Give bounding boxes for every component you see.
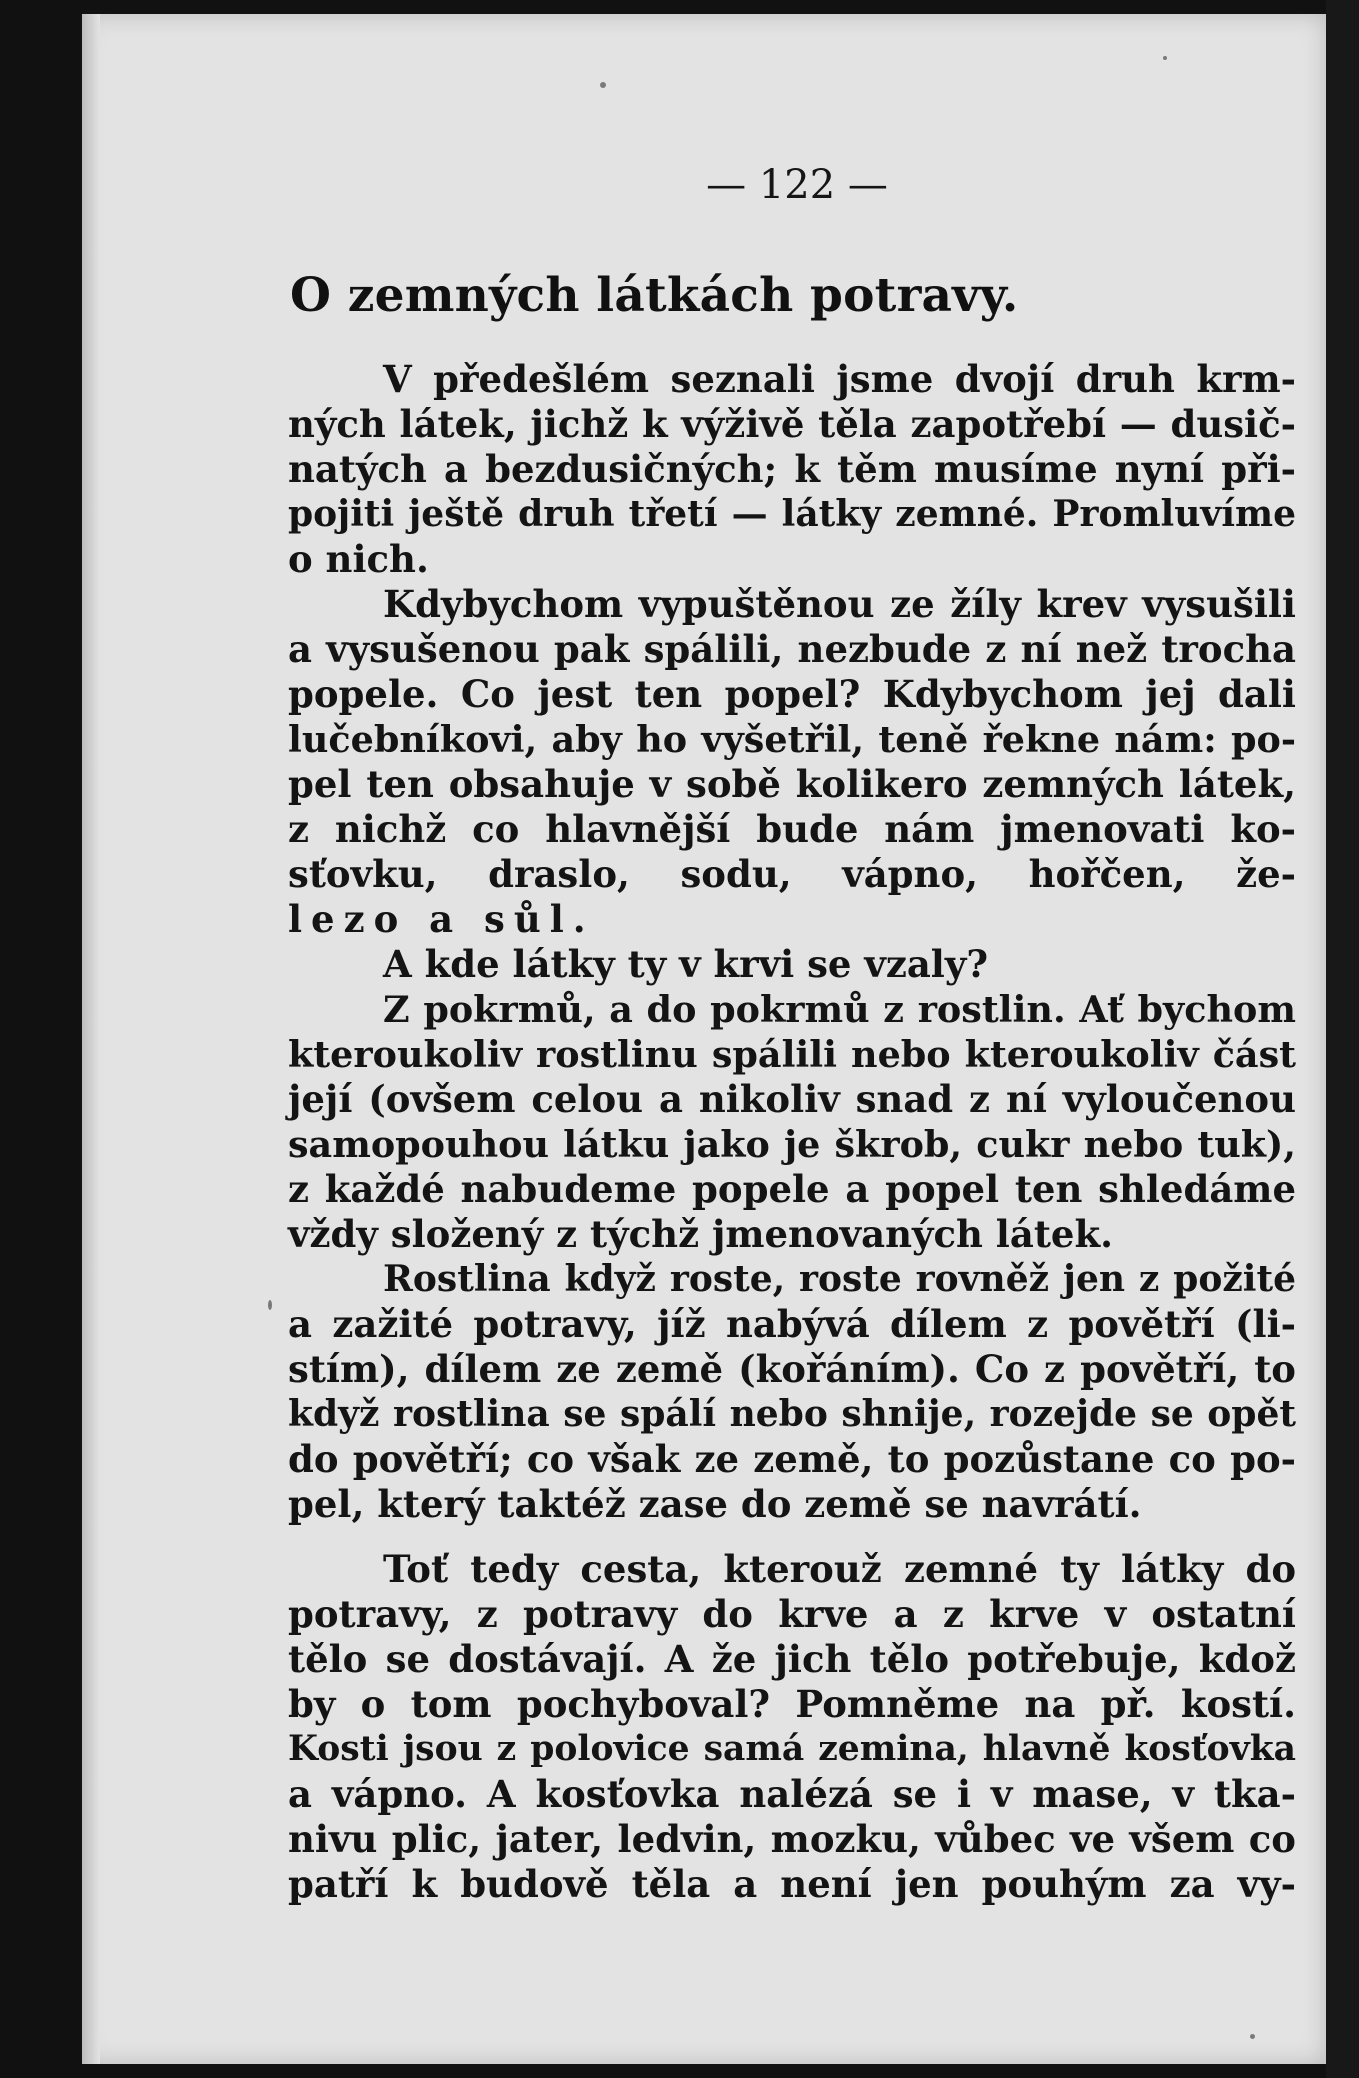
page-edge-shadow xyxy=(82,14,100,2064)
text-line: když rostlina se spálí nebo shnije, rozejde se opět xyxy=(288,1393,1296,1435)
text-line: popele. Co jest ten popel? Kdybychom jej dali xyxy=(288,672,1296,716)
page-number: — 122 — xyxy=(706,162,888,208)
text-line: pel ten obsahuje v sobě kolikero zemných látek, xyxy=(288,762,1296,806)
text-line: a vápno. A kosťovka nalézá se i v mase, v tka- xyxy=(288,1772,1296,1816)
text-line: pojiti ještě druh třetí — látky zemné. Promluvíme xyxy=(288,493,1296,535)
text-line: A kde látky ty v krvi se vzaly? xyxy=(383,942,989,986)
text-line: tělo se dostávají. A že jich tělo potřebuje, kdož xyxy=(288,1637,1296,1681)
text-line: do povětří; co však ze země, to pozůstane co po- xyxy=(288,1437,1296,1481)
paper-speck xyxy=(600,82,606,88)
text-line: patří k budově těla a není jen pouhým za vy- xyxy=(288,1862,1296,1906)
text-line: vždy složený z týchž jmenovaných látek. xyxy=(288,1212,1113,1256)
text-line: natých a bezdusičných; k těm musíme nyní při- xyxy=(288,447,1296,491)
text-line: by o tom pochyboval? Pomněme na př. kostí. xyxy=(288,1682,1296,1726)
body-text xyxy=(288,357,1296,1907)
text-line: ných látek, jichž k výživě těla zapotřebí — dusič- xyxy=(288,402,1296,446)
text-line: kteroukoliv rostlinu spálili nebo kteroukoliv část xyxy=(288,1033,1296,1076)
text-line: lezo a sůl. xyxy=(288,897,595,941)
text-line: Kdybychom vypuštěnou ze žíly krev vysušili xyxy=(383,582,1296,626)
text-line: samopouhou látku jako je škrob, cukr nebo tuk), xyxy=(288,1123,1296,1166)
text-line: a vysušenou pak spálili, nezbude z ní než trocha xyxy=(288,627,1296,671)
text-line: lučebníkovi, aby ho vyšetřil, teně řekne nám: po- xyxy=(288,718,1296,761)
text-line: její (ovšem celou a nikoliv snad z ní vyloučenou xyxy=(288,1077,1296,1121)
paper-speck xyxy=(1163,56,1167,60)
text-line: sťovku, draslo, sodu, vápno, hořčen, že- xyxy=(288,852,1296,896)
text-line: z nichž co hlavnější bude nám jmenovati ko- xyxy=(288,807,1296,851)
text-line: V předešlém seznali jsme dvojí druh krm- xyxy=(383,357,1296,401)
paper-speck xyxy=(1250,2034,1255,2039)
text-line: Toť tedy cesta, kterouž zemné ty látky do xyxy=(383,1547,1296,1591)
text-line: Rostlina když roste, roste rovněž jen z požité xyxy=(383,1258,1296,1300)
text-line: stím), dílem ze země (kořáním). Co z povětří, to xyxy=(288,1347,1296,1391)
text-line: Kosti jsou z polovice samá zemina, hlavně kosťovka xyxy=(288,1729,1296,1769)
text-line: Z pokrmů, a do pokrmů z rostlin. Ať bychom xyxy=(383,988,1296,1031)
chapter-title: O zemných látkách potravy. xyxy=(290,268,1019,323)
text-line: potravy, z potravy do krve a z krve v ostatní xyxy=(288,1592,1296,1636)
paper-speck xyxy=(268,1300,272,1310)
text-line: nivu plic, jater, ledvin, mozku, vůbec ve všem co xyxy=(288,1817,1296,1861)
text-line: a zažité potravy, jíž nabývá dílem z povětří (li- xyxy=(288,1302,1296,1346)
text-line: o nich. xyxy=(288,537,429,581)
scanner-border xyxy=(1326,0,1359,2078)
text-line: z každé nabudeme popele a popel ten shledáme xyxy=(288,1167,1296,1211)
text-line: pel, který taktéž zase do země se navrátí. xyxy=(288,1482,1142,1526)
